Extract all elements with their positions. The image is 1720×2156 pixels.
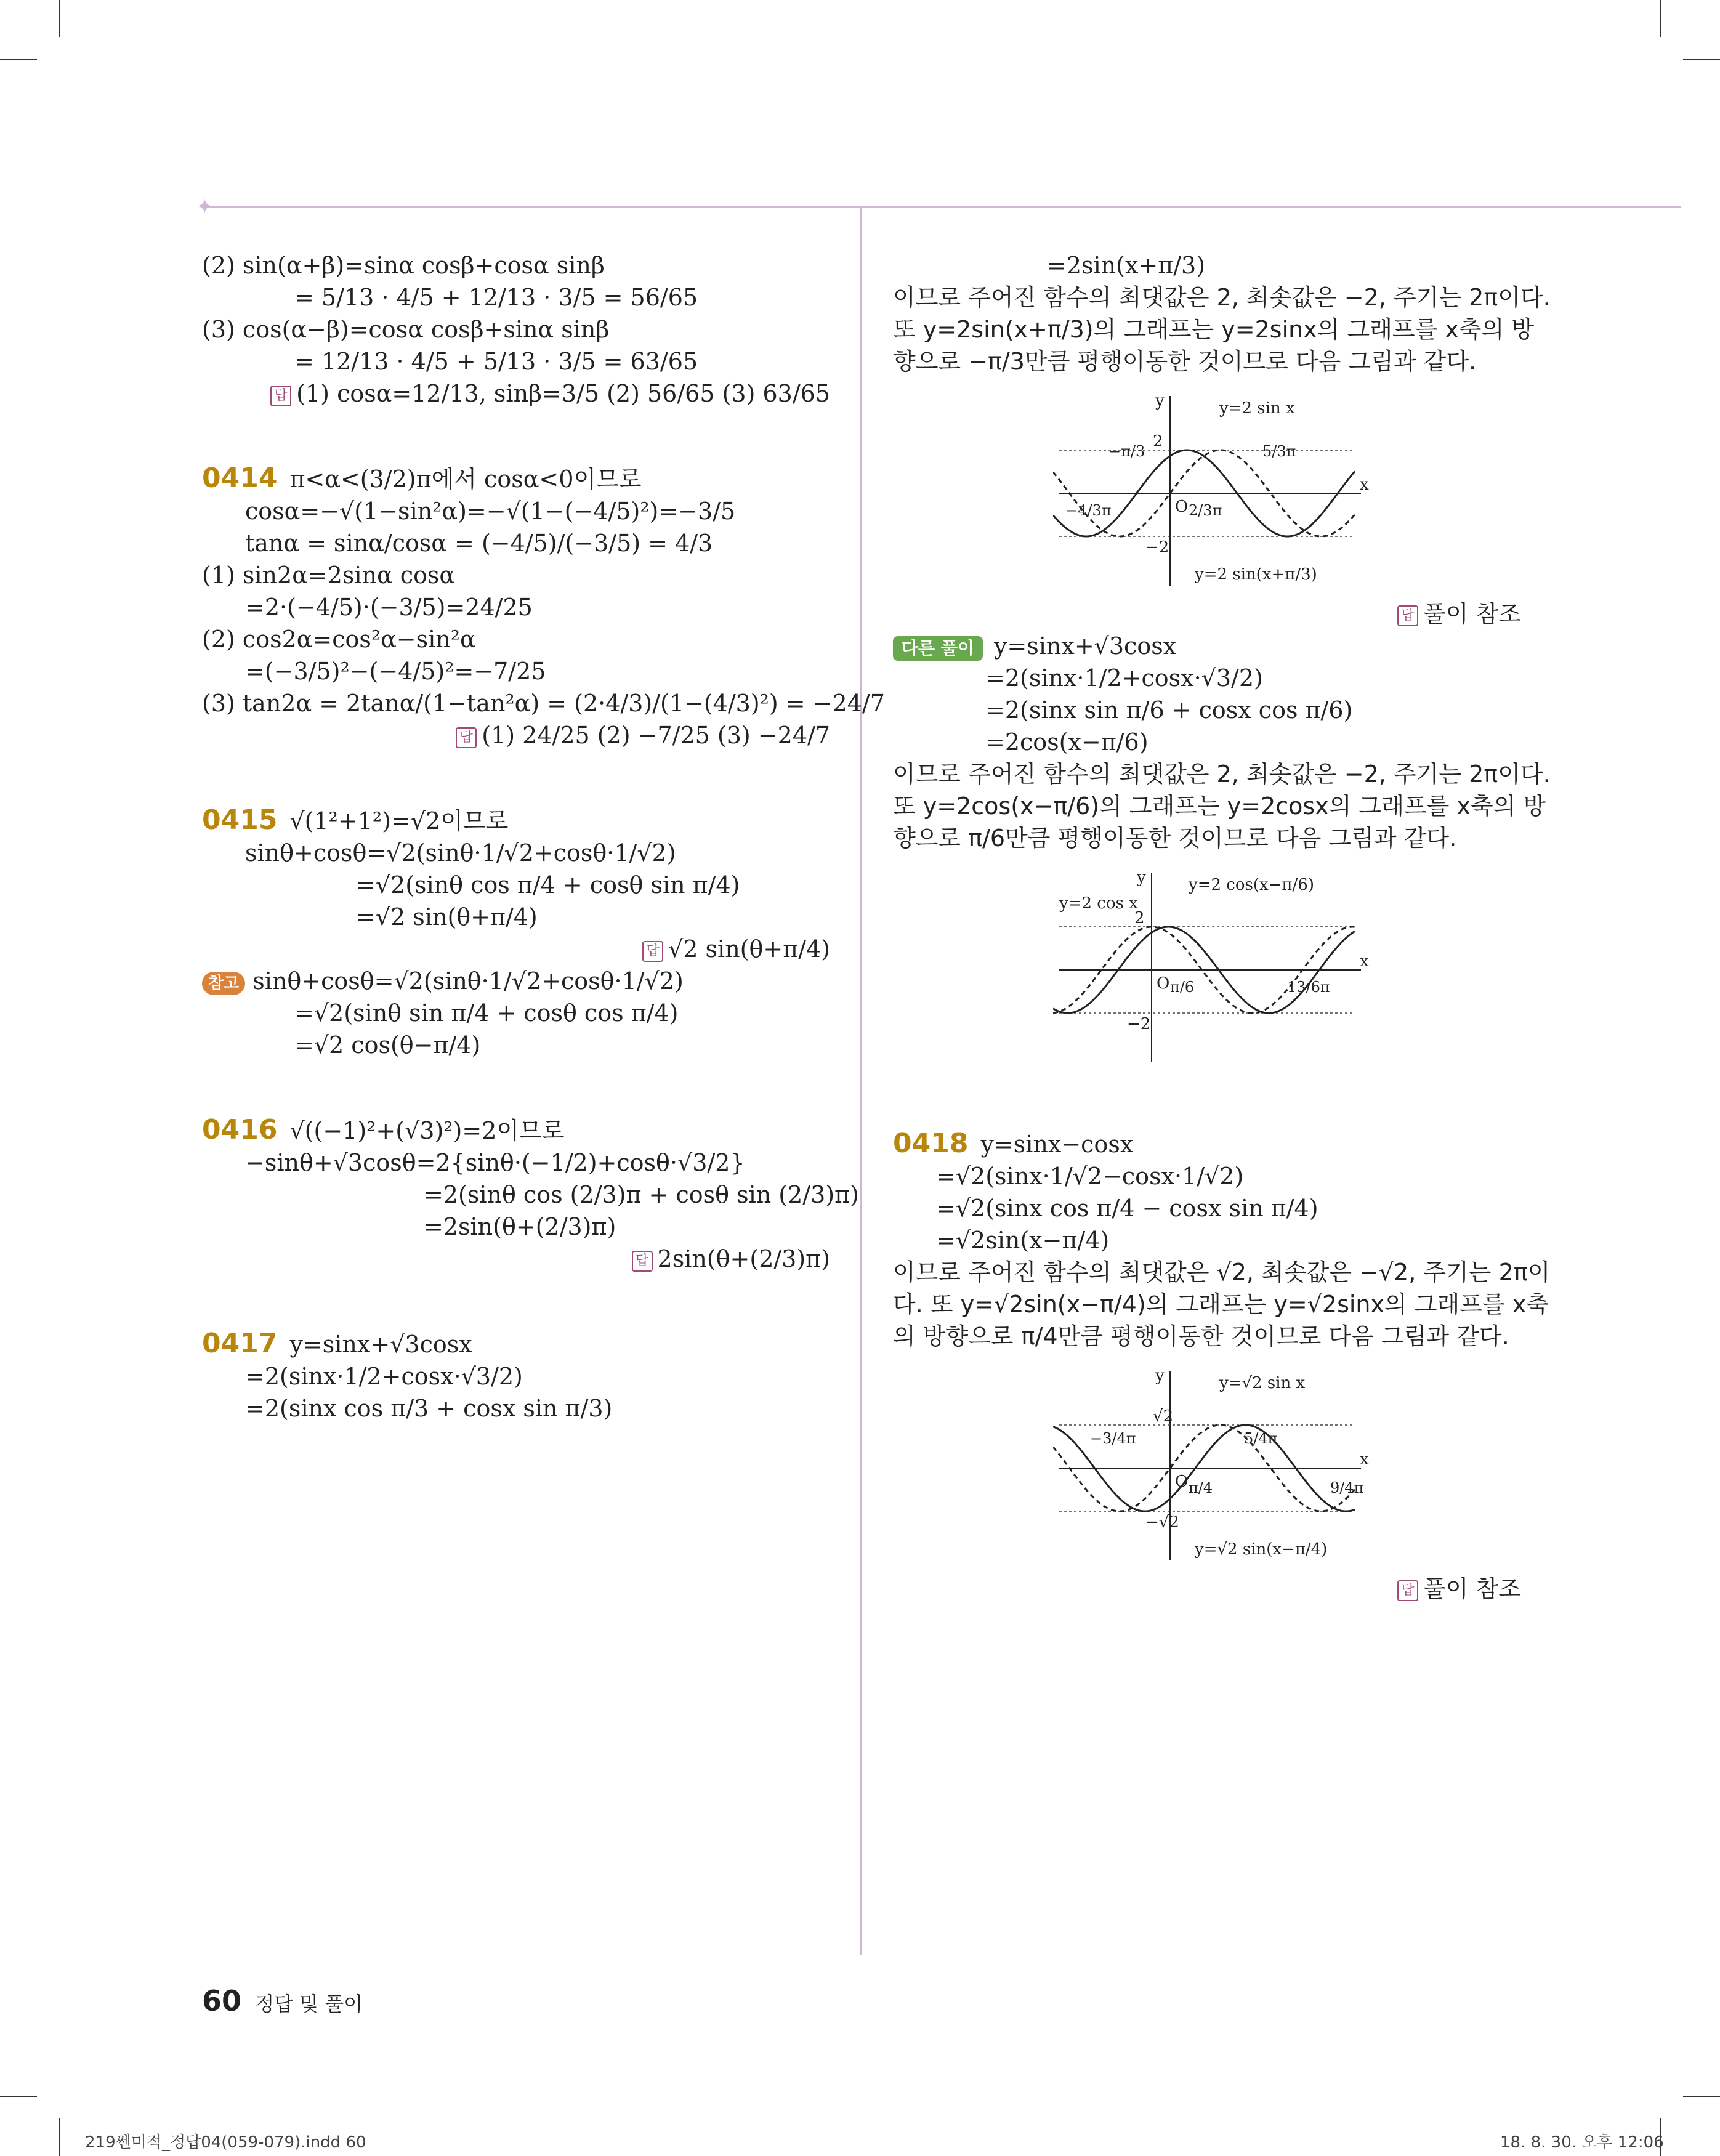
line-text: =√2 sin(θ+π/4) <box>356 903 538 931</box>
spacer <box>202 1275 830 1291</box>
line-text: 이므로 주어진 함수의 최댓값은 √2, 최솟값은 −√2, 주기는 2π이 <box>893 1259 1551 1286</box>
problem-number: 0415 <box>202 804 278 836</box>
line-text: 또 y=2sin(x+π/3)의 그래프는 y=2sinx의 그래프를 x축의 방 <box>893 316 1535 343</box>
tick-label: −4/3π <box>1065 502 1112 519</box>
problem-number: 0418 <box>893 1128 969 1159</box>
x-axis-label: x <box>1360 475 1369 494</box>
line-text: =2·(−4/5)·(−3/5)=24/25 <box>245 594 533 621</box>
line-text: 다. 또 y=√2sin(x−π/4)의 그래프는 y=√2sinx의 그래프를 x축 <box>893 1291 1549 1318</box>
footer-label: 정답 및 풀이 <box>255 1992 363 2016</box>
page-footer <box>202 1984 363 2017</box>
math-line <box>202 837 830 869</box>
tick-label: −3/4π <box>1090 1430 1136 1447</box>
math-line <box>893 1256 1551 1288</box>
line-text: sinθ+cosθ=√2(sinθ·1/√2+cosθ·1/√2) <box>252 967 684 995</box>
line-text: y=sinx+√3cosx <box>289 1331 472 1358</box>
spacer <box>202 1061 830 1077</box>
math-line <box>893 1320 1521 1352</box>
answer-icon: 답 <box>1397 1580 1418 1601</box>
math-line <box>202 997 830 1029</box>
line-text: √(1²+1²)=√2이므로 <box>289 807 509 834</box>
line-text: (1) cosα=12/13, sinβ=3/5 (2) 56/65 (3) 63/65 <box>296 380 830 407</box>
math-line <box>893 1160 1521 1192</box>
math-line <box>202 655 830 687</box>
problem-line <box>893 1128 1521 1160</box>
top-curve-label: y=2 cos(x−π/6) <box>1189 876 1314 894</box>
line-text: cosα=−√(1−sin²α)=−√(1−(−4/5)²)=−3/5 <box>245 498 736 525</box>
y-max-label: 2 <box>1153 432 1163 451</box>
math-line <box>202 559 830 591</box>
math-line <box>202 249 830 281</box>
line-text: =√2sin(x−π/4) <box>936 1227 1110 1254</box>
math-line <box>202 1392 830 1424</box>
x-axis-label: x <box>1360 1450 1369 1469</box>
line-text: =2sin(θ+(2/3)π) <box>424 1213 616 1240</box>
top-curve-label: y=2 sin x <box>1219 399 1295 418</box>
math-line <box>202 527 830 559</box>
line-text: =2(sinθ cos (2/3)π + cosθ sin (2/3)π) <box>424 1181 859 1208</box>
line-text: 풀이 참조 <box>1423 600 1521 628</box>
line-text: 향으로 π/6만큼 평행이동한 것이므로 다음 그림과 같다. <box>893 825 1457 852</box>
line-text: (3) cos(α−β)=cosα cosβ+sinα sinβ <box>202 316 610 343</box>
line-text: =2(sinx cos π/3 + cosx sin π/3) <box>245 1395 613 1422</box>
answer-icon: 답 <box>270 386 291 406</box>
line-text: =√2(sinx·1/√2−cosx·1/√2) <box>936 1163 1244 1190</box>
line-text: π<α<(3/2)π에서 cosα<0이므로 <box>289 466 642 493</box>
math-line <box>893 662 1521 694</box>
math-line <box>893 758 1551 790</box>
origin-label: O <box>1175 1472 1189 1491</box>
math-line <box>202 495 830 527</box>
problem-line <box>202 462 830 495</box>
graph-1 <box>1053 389 1373 592</box>
line-text: = 5/13 · 4/5 + 12/13 · 3/5 = 56/65 <box>294 284 698 311</box>
math-line <box>893 790 1546 822</box>
origin-label: O <box>1175 498 1189 516</box>
math-line <box>202 623 830 655</box>
math-line <box>893 726 1521 758</box>
line-text: =√2 cos(θ−π/4) <box>294 1032 481 1059</box>
page-number: 60 <box>202 1984 242 2017</box>
line-text: 이므로 주어진 함수의 최댓값은 2, 최솟값은 −2, 주기는 2π이다. <box>893 284 1551 311</box>
problem-number: 0414 <box>202 462 278 494</box>
graph-3 <box>1053 1363 1373 1567</box>
left-curve-label: y=2 cos x <box>1059 894 1138 913</box>
math-line <box>893 630 1521 662</box>
line-text: = 12/13 · 4/5 + 5/13 · 3/5 = 63/65 <box>294 348 698 375</box>
line-text: =2sin(x+π/3) <box>1047 252 1206 279</box>
math-line <box>202 1147 830 1179</box>
math-line <box>893 1192 1521 1224</box>
alt-solution-badge: 다른 풀이 <box>893 636 983 661</box>
crop-mark <box>1660 0 1661 37</box>
line-text: √((−1)²+(√3)²)=2이므로 <box>289 1117 565 1144</box>
bottom-curve-label: y=√2 sin(x−π/4) <box>1195 1540 1328 1559</box>
math-line <box>202 719 830 751</box>
line-text: (3) tan2α = 2tanα/(1−tan²α) = (2·4/3)/(1−(4/3)²) = −24/7 <box>202 690 885 717</box>
math-line <box>202 1211 830 1243</box>
line-text: =2(sinx sin π/6 + cosx cos π/6) <box>985 696 1353 724</box>
math-line <box>893 1573 1521 1605</box>
origin-label: O <box>1157 974 1170 993</box>
line-text: =√2(sinθ sin π/4 + cosθ cos π/4) <box>294 999 679 1027</box>
right-column <box>893 249 1551 1605</box>
line-text: =2cos(x−π/6) <box>985 729 1149 756</box>
line-text: −sinθ+√3cosθ=2{sinθ·(−1/2)+cosθ·√3/2} <box>245 1149 745 1176</box>
math-line <box>202 965 830 997</box>
slug-file: 219쎈미적_정답04(059-079).indd 60 <box>85 2133 366 2152</box>
spacer <box>202 751 830 767</box>
header-rule <box>203 206 1681 208</box>
crop-mark <box>1683 59 1720 60</box>
math-line <box>202 345 830 378</box>
math-line <box>893 598 1521 630</box>
math-line <box>893 694 1521 726</box>
tick-label: 13/6π <box>1287 979 1330 996</box>
line-text: 향으로 −π/3만큼 평행이동한 것이므로 다음 그림과 같다. <box>893 348 1477 375</box>
math-line <box>202 281 830 313</box>
line-text: tanα = sinα/cosα = (−4/5)/(−3/5) = 4/3 <box>245 530 713 557</box>
problem-number: 0416 <box>202 1114 278 1145</box>
line-text: y=sinx−cosx <box>980 1131 1134 1158</box>
y-min-label: −√2 <box>1145 1513 1179 1532</box>
top-curve-label: y=√2 sin x <box>1219 1374 1306 1392</box>
crop-mark <box>1683 2096 1720 2097</box>
spacer <box>202 410 830 426</box>
y-axis-label: y <box>1155 1367 1165 1385</box>
crop-mark <box>59 0 60 37</box>
problem-line <box>202 804 830 837</box>
math-line <box>202 313 830 345</box>
math-line <box>893 345 1521 378</box>
y-axis-label: y <box>1155 392 1165 410</box>
tick-label: −π/3 <box>1108 443 1145 460</box>
problem-line <box>202 1114 830 1147</box>
tick-label: π/4 <box>1189 1479 1213 1496</box>
star-icon: ✦ <box>196 195 214 219</box>
tick-label: 9/4π <box>1330 1479 1364 1496</box>
answer-icon: 답 <box>1397 605 1418 626</box>
line-text: =(−3/5)²−(−4/5)²=−7/25 <box>245 658 546 685</box>
y-min-label: −2 <box>1127 1015 1151 1033</box>
math-line <box>893 281 1551 313</box>
answer-icon: 답 <box>642 941 663 962</box>
math-line <box>202 1360 830 1392</box>
line-text: (1) 24/25 (2) −7/25 (3) −24/7 <box>482 722 830 749</box>
math-line <box>202 687 885 719</box>
math-line <box>202 1179 859 1211</box>
crop-mark <box>0 59 37 60</box>
y-max-label: 2 <box>1134 909 1145 927</box>
line-text: (2) sin(α+β)=sinα cosβ+cosα sinβ <box>202 252 605 279</box>
note-badge: 참고 <box>202 972 245 995</box>
math-line <box>202 933 830 965</box>
tick-label: 5/3π <box>1262 443 1296 460</box>
spacer <box>893 1075 1521 1091</box>
crop-mark <box>0 2096 37 2097</box>
problem-number: 0417 <box>202 1328 278 1359</box>
math-line <box>202 1029 830 1061</box>
answer-icon: 답 <box>456 727 477 748</box>
graph-2 <box>1053 865 1373 1068</box>
math-line <box>202 591 830 623</box>
y-min-label: −2 <box>1145 538 1169 557</box>
column-divider <box>860 206 862 1955</box>
line-text: (2) cos2α=cos²α−sin²α <box>202 626 476 653</box>
line-text: sinθ+cosθ=√2(sinθ·1/√2+cosθ·1/√2) <box>245 839 676 866</box>
math-line <box>202 901 830 933</box>
line-text: 2sin(θ+(2/3)π) <box>657 1245 830 1272</box>
left-column <box>202 249 885 1424</box>
math-line <box>893 1224 1521 1256</box>
line-text: =2(sinx·1/2+cosx·√3/2) <box>245 1363 523 1390</box>
line-text: 이므로 주어진 함수의 최댓값은 2, 최솟값은 −2, 주기는 2π이다. <box>893 761 1551 788</box>
math-line <box>893 822 1521 854</box>
tick-label: 2/3π <box>1189 502 1222 519</box>
math-line <box>893 1288 1549 1320</box>
line-text: 의 방향으로 π/4만큼 평행이동한 것이므로 다음 그림과 같다. <box>893 1323 1509 1350</box>
math-line <box>202 378 830 410</box>
crop-mark <box>59 2118 60 2156</box>
bottom-curve-label: y=2 sin(x+π/3) <box>1195 565 1317 584</box>
line-text: =√2(sinx cos π/4 − cosx sin π/4) <box>936 1195 1318 1222</box>
tick-label: π/6 <box>1170 979 1195 996</box>
x-axis-label: x <box>1360 952 1369 971</box>
math-line <box>202 1243 830 1275</box>
slug-date: 18. 8. 30. 오후 12:06 <box>1500 2133 1664 2152</box>
tick-label: 5/4π <box>1244 1430 1278 1447</box>
y-axis-label: y <box>1137 868 1146 887</box>
line-text: (1) sin2α=2sinα cosα <box>202 562 456 589</box>
line-text: 또 y=2cos(x−π/6)의 그래프는 y=2cosx의 그래프를 x축의 방 <box>893 793 1546 820</box>
y-max-label: √2 <box>1153 1407 1174 1426</box>
math-line <box>893 249 1521 281</box>
line-text: =2(sinx·1/2+cosx·√3/2) <box>985 664 1263 692</box>
problem-line <box>202 1328 830 1360</box>
line-text: √2 sin(θ+π/4) <box>668 935 830 963</box>
math-line <box>893 313 1535 345</box>
line-text: y=sinx+√3cosx <box>993 632 1177 660</box>
answer-icon: 답 <box>632 1251 653 1272</box>
math-line <box>202 869 830 901</box>
line-text: =√2(sinθ cos π/4 + cosθ sin π/4) <box>356 871 740 898</box>
line-text: 풀이 참조 <box>1423 1575 1521 1602</box>
